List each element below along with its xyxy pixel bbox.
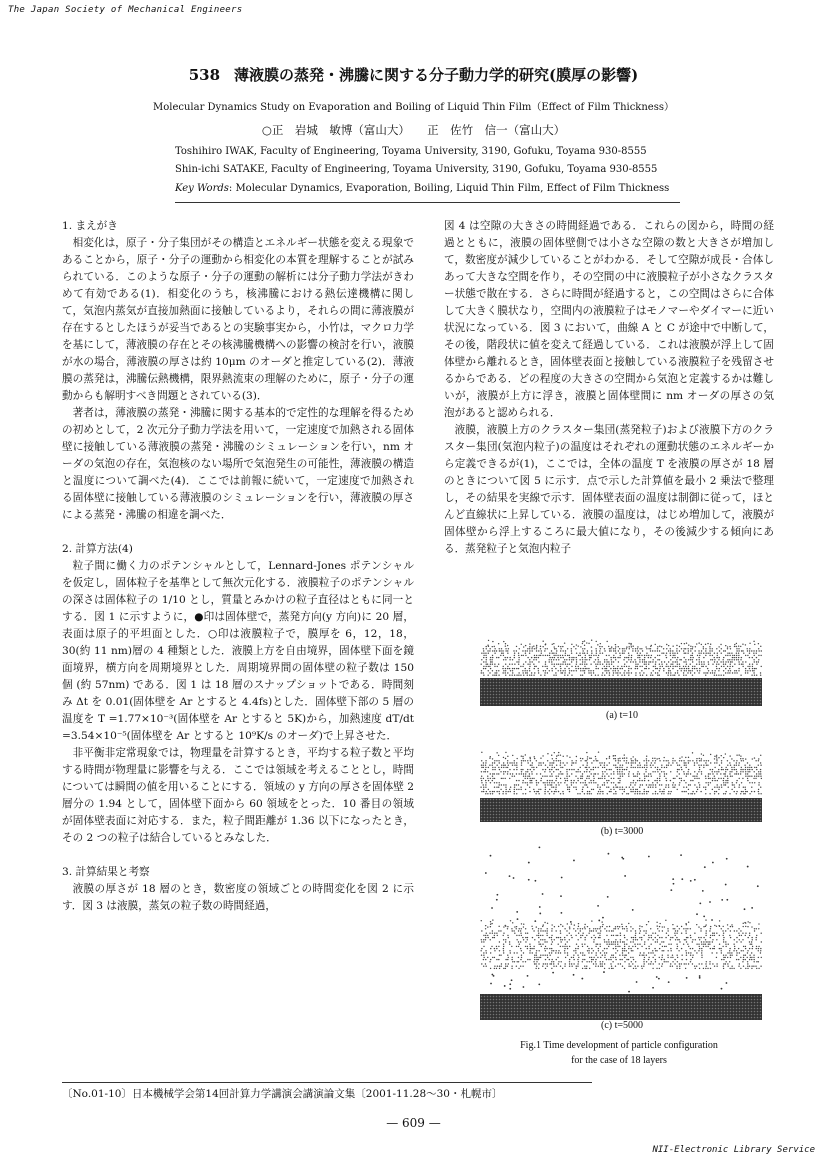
right-paragraph-2: 液膜，液膜上方のクラスター集団(蒸発粒子)および液膜下方のクラスター集団(気泡内粒子)の温度はそれぞれの運動状態のエネルギーから定義できるが(1)，ここでは，全体の温度 T を液膜の厚さが 18 層のときについて図 5 に示す．点で示した計算値を最小 2 乗法で整理し，その結果を実線で示す．固体壁表面の温度は制御に従って，ほとんど直線状に上昇している．液膜の温度は，はじめ増加して，液膜が固体壁から浮上するころに最大値になり，その後減少する傾向にある．蒸発粒子と気泡内粒子: [444, 424, 774, 555]
society-header: The Japan Society of Mechanical Engineers: [8, 5, 243, 15]
right-paragraph-1: 図 4 は空隙の大きさの時間経過である．これらの図から，時間の経過とともに，液膜の固体壁側では小さな空隙の数と大きさが増加して，数密度が減少していることがわかる．そして空隙が成長・合体しあって大きな空間を作り，その空間の中に液膜粒子が小さなクラスター状態で散在する．さらに時間が経過すると，この空間はさらに合体して大きく膜状なり，空間内の液膜粒子はモノマーやダイマーに近い状況になっている．図 3 において，曲線 A と C が途中で中断して，その後，階段状に値を変えて経過している．これは液膜が浮上して固体壁から離れるとき，固体壁表面と接触している液膜粒子を残留させるからである．どの程度の大きさの空間から気泡と定義するかは難しいが，液膜が上方に浮き，液膜と固体壁間に nm オーダの厚さの気泡があると認められる．: [444, 220, 774, 419]
snapshot-a: [480, 636, 762, 708]
subfigure-c-label: (c) t=5000: [600, 1020, 644, 1031]
authors: ○正 岩城 敏博（富山大） 正 佐竹 信一（富山大）: [261, 123, 566, 137]
section-3-heading: 3. 計算結果と考察: [62, 866, 150, 878]
service-footer: NII-Electronic Library Service: [652, 1145, 815, 1155]
keywords-rule: [175, 202, 680, 203]
section-3-paragraph-1: 液膜の厚さが 18 層のとき，数密度の領域ごとの時間変化を図 2 に示す．図 3 は液膜，蒸気の粒子数の時間経過，: [62, 883, 414, 912]
right-column: [444, 218, 774, 558]
title-ja: 薄液膜の蒸発・沸騰に関する分子動力学的研究(膜厚の影響): [234, 66, 639, 84]
section-2-paragraph-1: 粒子間に働く力のポテンシャルとして，Lennard-Jones ポテンシャルを仮定し，固体粒子を基準として無次元化する．液膜粒子のポテンシャルの深さは固体粒子の 1/10 とし，質量とみかけの粒子直径はともに同一とする．図 1 に示すように，●印は固体壁で，蒸発方向(y 方向)に 20 層，表面は原子的平坦面とした．○印は液膜粒子で，膜厚を 6，12，18，30(約 11 nm)層の 4 種類とした．液膜上方を自由境界，固体壁下面を鏡面境界，横方向を周期境界とした．周期境界間の固体壁の粒子数は 150 個 (約 57nm) である．図 1 は 18 層のスナップショットである．時間刻み Δt を 0.01(固体壁を Ar とすると 4.4fs)とした．固体壁下部の 5 層の温度を T =1.77×10⁻³(固体壁を Ar とすると 5K)から，加熱速度 dT/dt =3.54×10⁻⁵(固体壁を Ar とすると 10⁹K/s のオーダ)で上昇させた．: [62, 560, 414, 742]
proceedings-footer: 〔No.01-10〕日本機械学会第14回計算力学講演会講演論文集〔2001-11.28～30・札幌市〕: [62, 1088, 503, 1100]
snapshot-c: [480, 842, 762, 1026]
affiliation-2: Shin-ichi SATAKE, Faculty of Engineering, Toyama University, 3190, Gofuku, Toyama 930-8555: [175, 164, 658, 175]
subfigure-a-label: (a) t=10: [605, 710, 639, 721]
title-en: Molecular Dynamics Study on Evaporation and Boiling of Liquid Thin Film（Effect of Film Thickness）: [153, 102, 674, 113]
subfigure-b-label: (b) t=3000: [600, 826, 644, 837]
section-2-heading: 2. 計算方法(4): [62, 543, 133, 555]
figure-caption-line-1: Fig.1 Time development of particle configuration: [520, 1040, 718, 1051]
section-1-heading: 1. まえがき: [62, 220, 118, 232]
keywords-text: : Molecular Dynamics, Evaporation, Boiling, Liquid Thin Film, Effect of Film Thickness: [228, 183, 670, 194]
section-1-paragraph-2: 著者は，薄液膜の蒸発・沸騰に関する基本的で定性的な理解を得るための初めとして，2 次元分子動力学法を用いて，一定速度で加熱される固体壁に接触している薄液膜の蒸発・沸騰のシミュレーションを行い，nm オーダの気泡の存在，気泡核のない場所で気泡発生の可能性，薄液膜の構造と温度について調べた(4)．ここでは前報に続いて，一定速度で加熱される固体壁に接触している薄液膜のシミュレーションを行い，薄液膜の厚さによる蒸発・沸騰の相違を調べた．: [62, 407, 414, 521]
paper-title: [0, 64, 827, 85]
page-number: — 609 —: [386, 1116, 441, 1130]
paper-number: 538: [188, 66, 221, 84]
figure-caption: [444, 1038, 794, 1068]
keywords-label: Key Words: [175, 183, 229, 194]
footer-rule: [62, 1082, 592, 1083]
affiliation-1: Toshihiro IWAK, Faculty of Engineering, Toyama University, 3190, Gofuku, Toyama 930-8555: [175, 146, 647, 157]
figure-1: [472, 636, 772, 1051]
snapshot-b: [480, 744, 762, 824]
left-column: [62, 218, 414, 915]
keywords: [175, 183, 669, 194]
figure-caption-line-2: for the case of 18 layers: [571, 1055, 667, 1066]
section-2-paragraph-2: 非平衡非定常現象では，物理量を計算するとき，平均する粒子数と平均する時間が物理量に影響を与える．ここでは領域を考えることとし，時間については瞬間の値を用いることにする．領域の y 方向の厚さを固体壁 2 層分の 1.94 として，固体壁下面から 60 領域をとった．10 番目の領域が固体壁表面に対応する．また，粒子間距離が 1.36 以下になったとき，その 2 つの粒子は結合しているとみなした．: [62, 747, 414, 844]
section-1-paragraph-1: 相変化は，原子・分子集団がその構造とエネルギー状態を変える現象であることから，原子・分子の運動から相変化の本質を理解することが試みられている．このような原子・分子の運動の解析には分子動力学法がきわめて有効である(1)．相変化のうち，核沸騰における熱伝達機構に関して，気泡内蒸気が直接加熱面に接触しているより，それらの間に薄液膜が存在するとしたほうが妥当であるとの実験事実から，小竹は，マクロ力学を基にして，薄液膜の存在とその核沸騰機構への影響の検討を行い，液膜が水の場合，薄液膜の厚さは約 10μm のオーダと推定している(2)．薄液膜の蒸発は，沸騰伝熱機構，限界熱流束の理解のために，原子・分子の運動からも解明すべき問題とされている(3)．: [62, 237, 414, 402]
